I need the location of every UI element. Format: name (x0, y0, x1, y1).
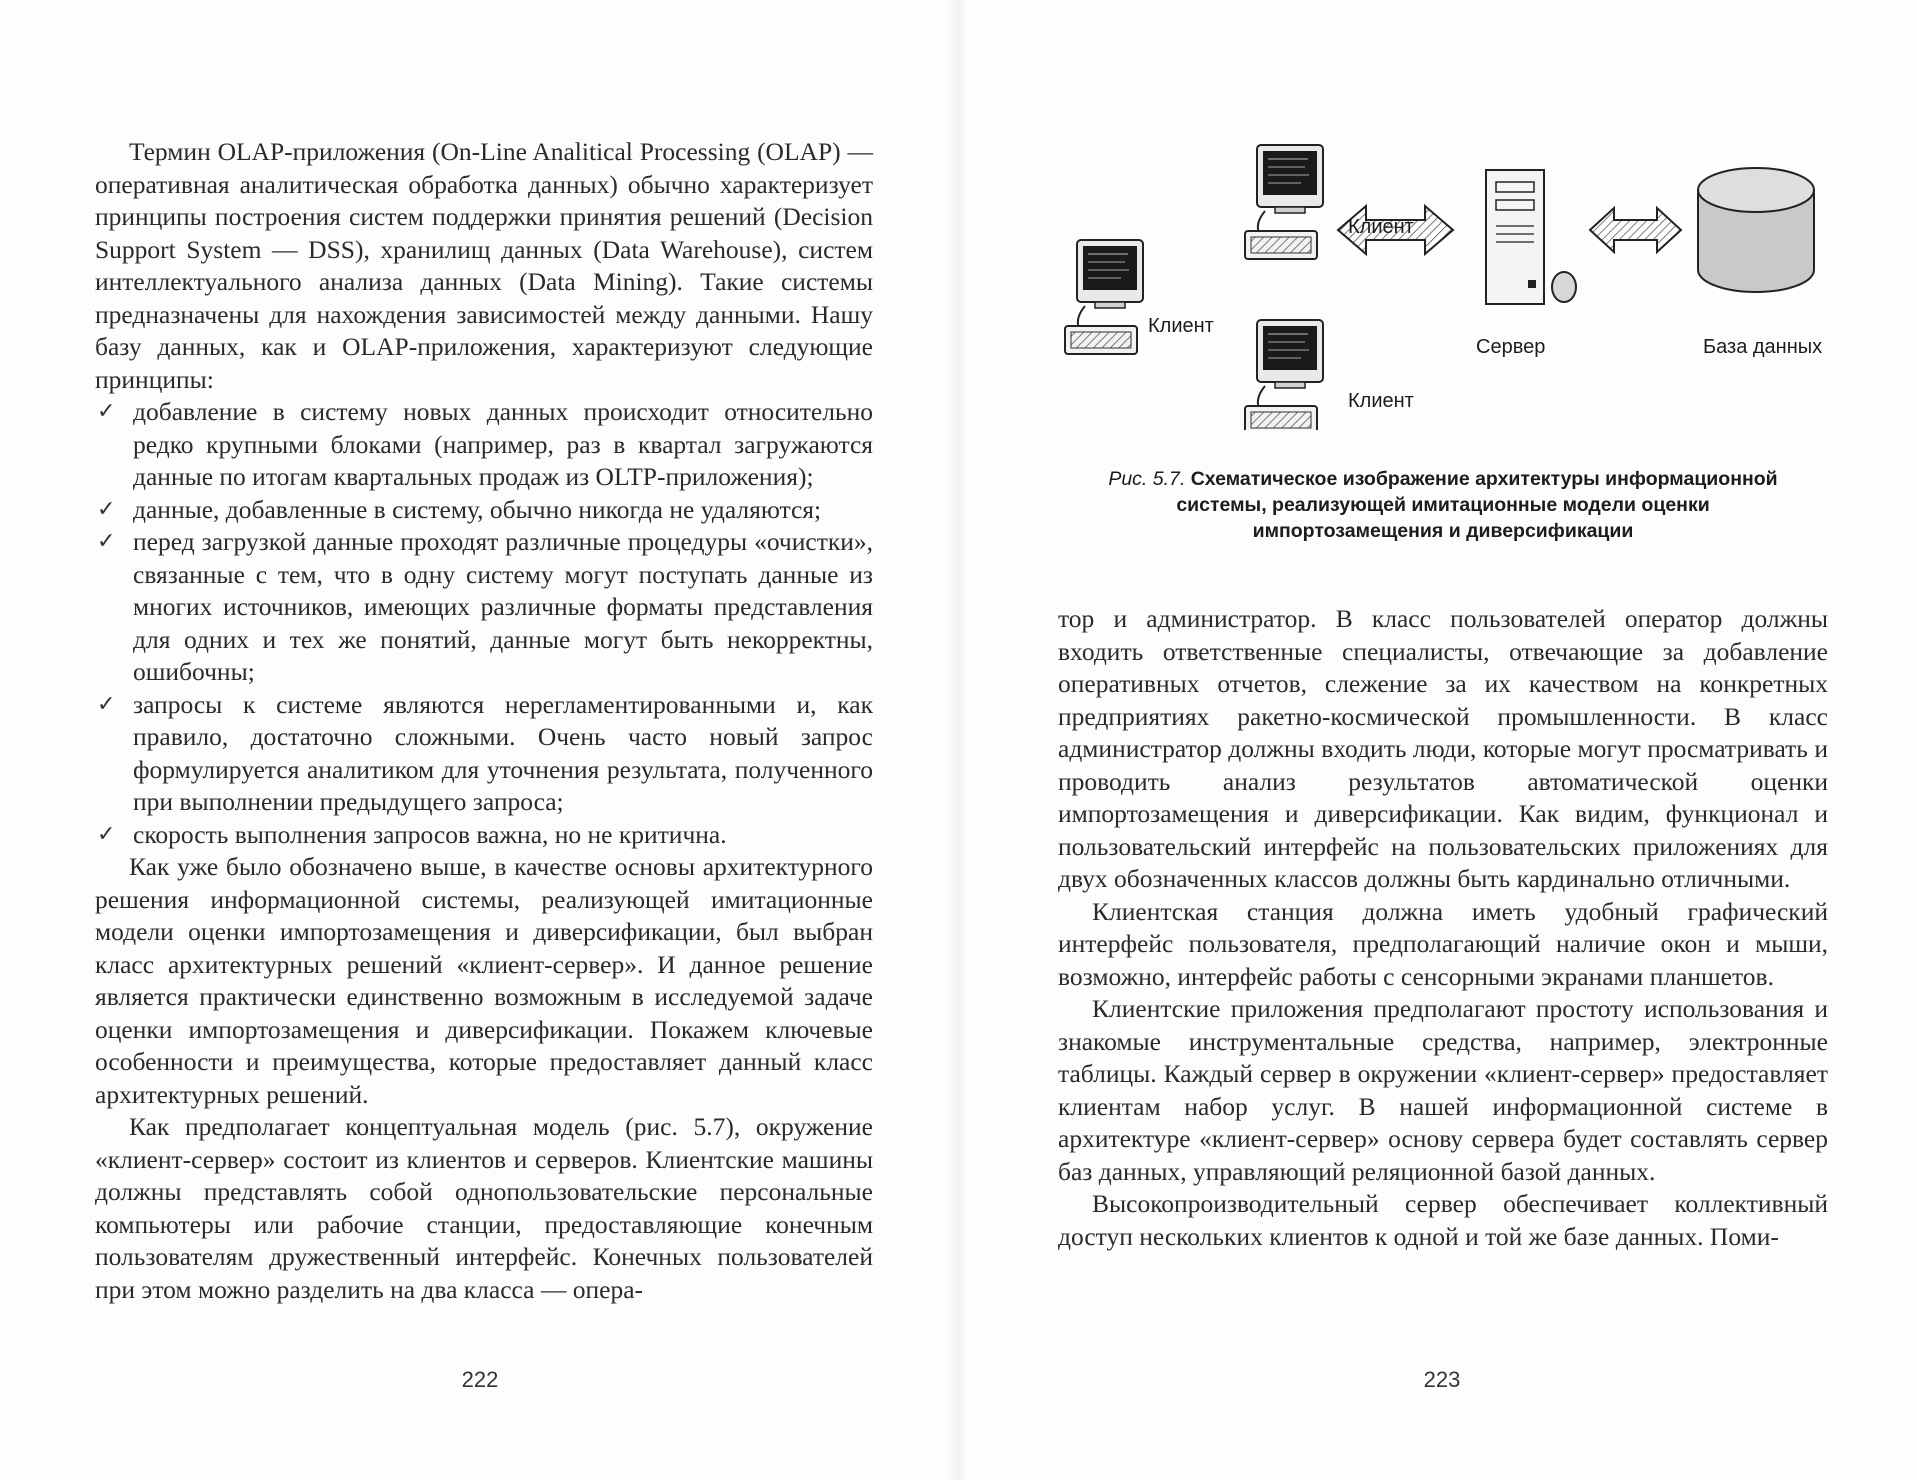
database-label: База данных (1703, 336, 1823, 358)
diagram-graphics (1058, 130, 1828, 430)
left-page-text (95, 136, 873, 1306)
checkmark-icon: ✓ (97, 529, 116, 554)
list-item-text: скорость выполнения запросов важна, но не критична. (133, 819, 727, 849)
paragraph-architecture: Как уже было обозначено выше, в качестве основы архитектурного решения информационной системы, реализующей имитационные модели оценки импортозамещения и диверсификации, был выбран класс архитектурных решений «клиент-сервер». И данное решение является практически единственно возможным в исследуемой задаче оценки импортозамещения и диверсификации. Покажем ключевые особенности и преимущества, которые предоставляет данный класс архитектурных решений. (95, 852, 873, 1109)
list-item-text: данные, добавленные в систему, обычно никогда не удаляются; (133, 494, 822, 524)
principles-list (95, 396, 873, 851)
list-item (95, 526, 873, 689)
list-item-text: перед загрузкой данные проходят различные процедуры «очистки», связанные с тем, что в одну систему могут поступать данные из многих источников, имеющих различные форматы представления для одних и тех же понятий, данные могут быть некорректны, ошибочны; (133, 527, 873, 686)
paragraph-user-classes: тор и администратор. В класс пользователей оператор должны входить ответственные специалисты, отвечающие за добавление оперативных отчетов, слежение за их качеством на конкретных предприятиях ракетно-космической промышленности. В класс администратор должны входить люди, которые могут просматривать и проводить анализ результатов автоматической оценки импортозамещения и диверсификации. Как видим, функционал и пользовательский интерфейс на пользовательских приложениях для двух обозначенных классов должны быть кардинально отличными. (1058, 604, 1828, 893)
paragraph-server: Высокопроизводительный сервер обеспечивает коллективный доступ нескольких клиентов к одной и той же базе данных. Поми- (1058, 1189, 1828, 1251)
page-number-right: 223 (1423, 1367, 1461, 1392)
checkmark-icon: ✓ (97, 691, 116, 717)
paragraph-concept-model: Как предполагает концептуальная модель (рис. 5.7), окружение «клиент-сервер» состоит из клиентов и серверов. Клиентские машины должны представлять собой однопользовательские персональные компьютеры или рабочие станции, предоставляющие конечным пользователям дружественный интерфейс. Конечных пользователей при этом можно разделить на два класса — опера- (95, 1112, 873, 1304)
server-icon (1486, 170, 1576, 304)
caption-line-1: Схематическое изображение архитектуры информационной (1190, 468, 1778, 490)
client-server-diagram (1058, 130, 1828, 430)
server-database-arrow-icon (1590, 208, 1681, 252)
paragraph-client-station: Клиентская станция должна иметь удобный графический интерфейс пользователя, предполагающий наличие окон и мыши, возможно, интерфейс работы с сенсорными экранами планшетов. (1058, 896, 1828, 991)
right-page-text (1058, 603, 1828, 1253)
caption-line-3: импортозамещения и диверсификации (1252, 520, 1634, 542)
list-item (95, 819, 873, 852)
figure-number: Рис. 5.7. (1108, 468, 1186, 490)
checkmark-icon: ✓ (97, 399, 116, 424)
client-computer-top-icon (1245, 145, 1323, 259)
client-label-bottom: Клиент (1348, 390, 1414, 412)
client-computer-bottom-icon (1245, 320, 1323, 430)
database-icon (1698, 168, 1814, 292)
list-item-text: запросы к системе являются нерегламентированными и, как правило, достаточно сложными. Очень часто новый запрос формулируется аналитиком для уточнения результата, полученного при выполнении предыдущего запроса; (133, 689, 873, 816)
client-computer-left-icon (1065, 240, 1143, 354)
left-page (0, 0, 958, 1480)
server-label: Сервер (1476, 336, 1546, 358)
list-item (95, 396, 873, 494)
figure-caption (1058, 466, 1828, 544)
caption-line-2: системы, реализующей имитационные модели оценки (1176, 494, 1710, 516)
list-item (95, 689, 873, 819)
list-item-text: добавление в систему новых данных происходит относительно редко крупными блоками (например, раз в квартал загружаются данные по итогам квартальных продаж из OLTP-приложения); (133, 397, 873, 491)
list-item (95, 494, 873, 527)
page-number-left: 222 (461, 1367, 499, 1392)
client-label-left: Клиент (1148, 315, 1214, 337)
paragraph-olap-intro: Термин OLAP-приложения (On-Line Analitical Processing (OLAP) — оперативная аналитическая обработка данных) обычно характеризует принципы построения систем поддержки принятия решений (Decision Support System — DSS), хранилищ данных (Data Warehouse), систем интеллектуального анализа данных (Data Mining). Такие системы предназначены для нахождения зависимостей между данными. Нашу базу данных, как и OLAP-приложения, характеризуют следующие принципы: (95, 137, 873, 394)
checkmark-icon: ✓ (97, 496, 116, 522)
checkmark-icon: ✓ (97, 821, 116, 847)
right-page (958, 0, 1917, 1480)
paragraph-client-apps: Клиентские приложения предполагают простоту использования и знакомые инструментальные средства, например, электронные таблицы. Каждый сервер в окружении «клиент-сервер» предоставляет клиентам набор услуг. В нашей информационной системе в архитектуре «клиент-сервер» основу сервера будет составлять сервер баз данных, управляющий реляционной базой данных. (1058, 994, 1828, 1186)
client-label-top: Клиент (1348, 216, 1414, 238)
